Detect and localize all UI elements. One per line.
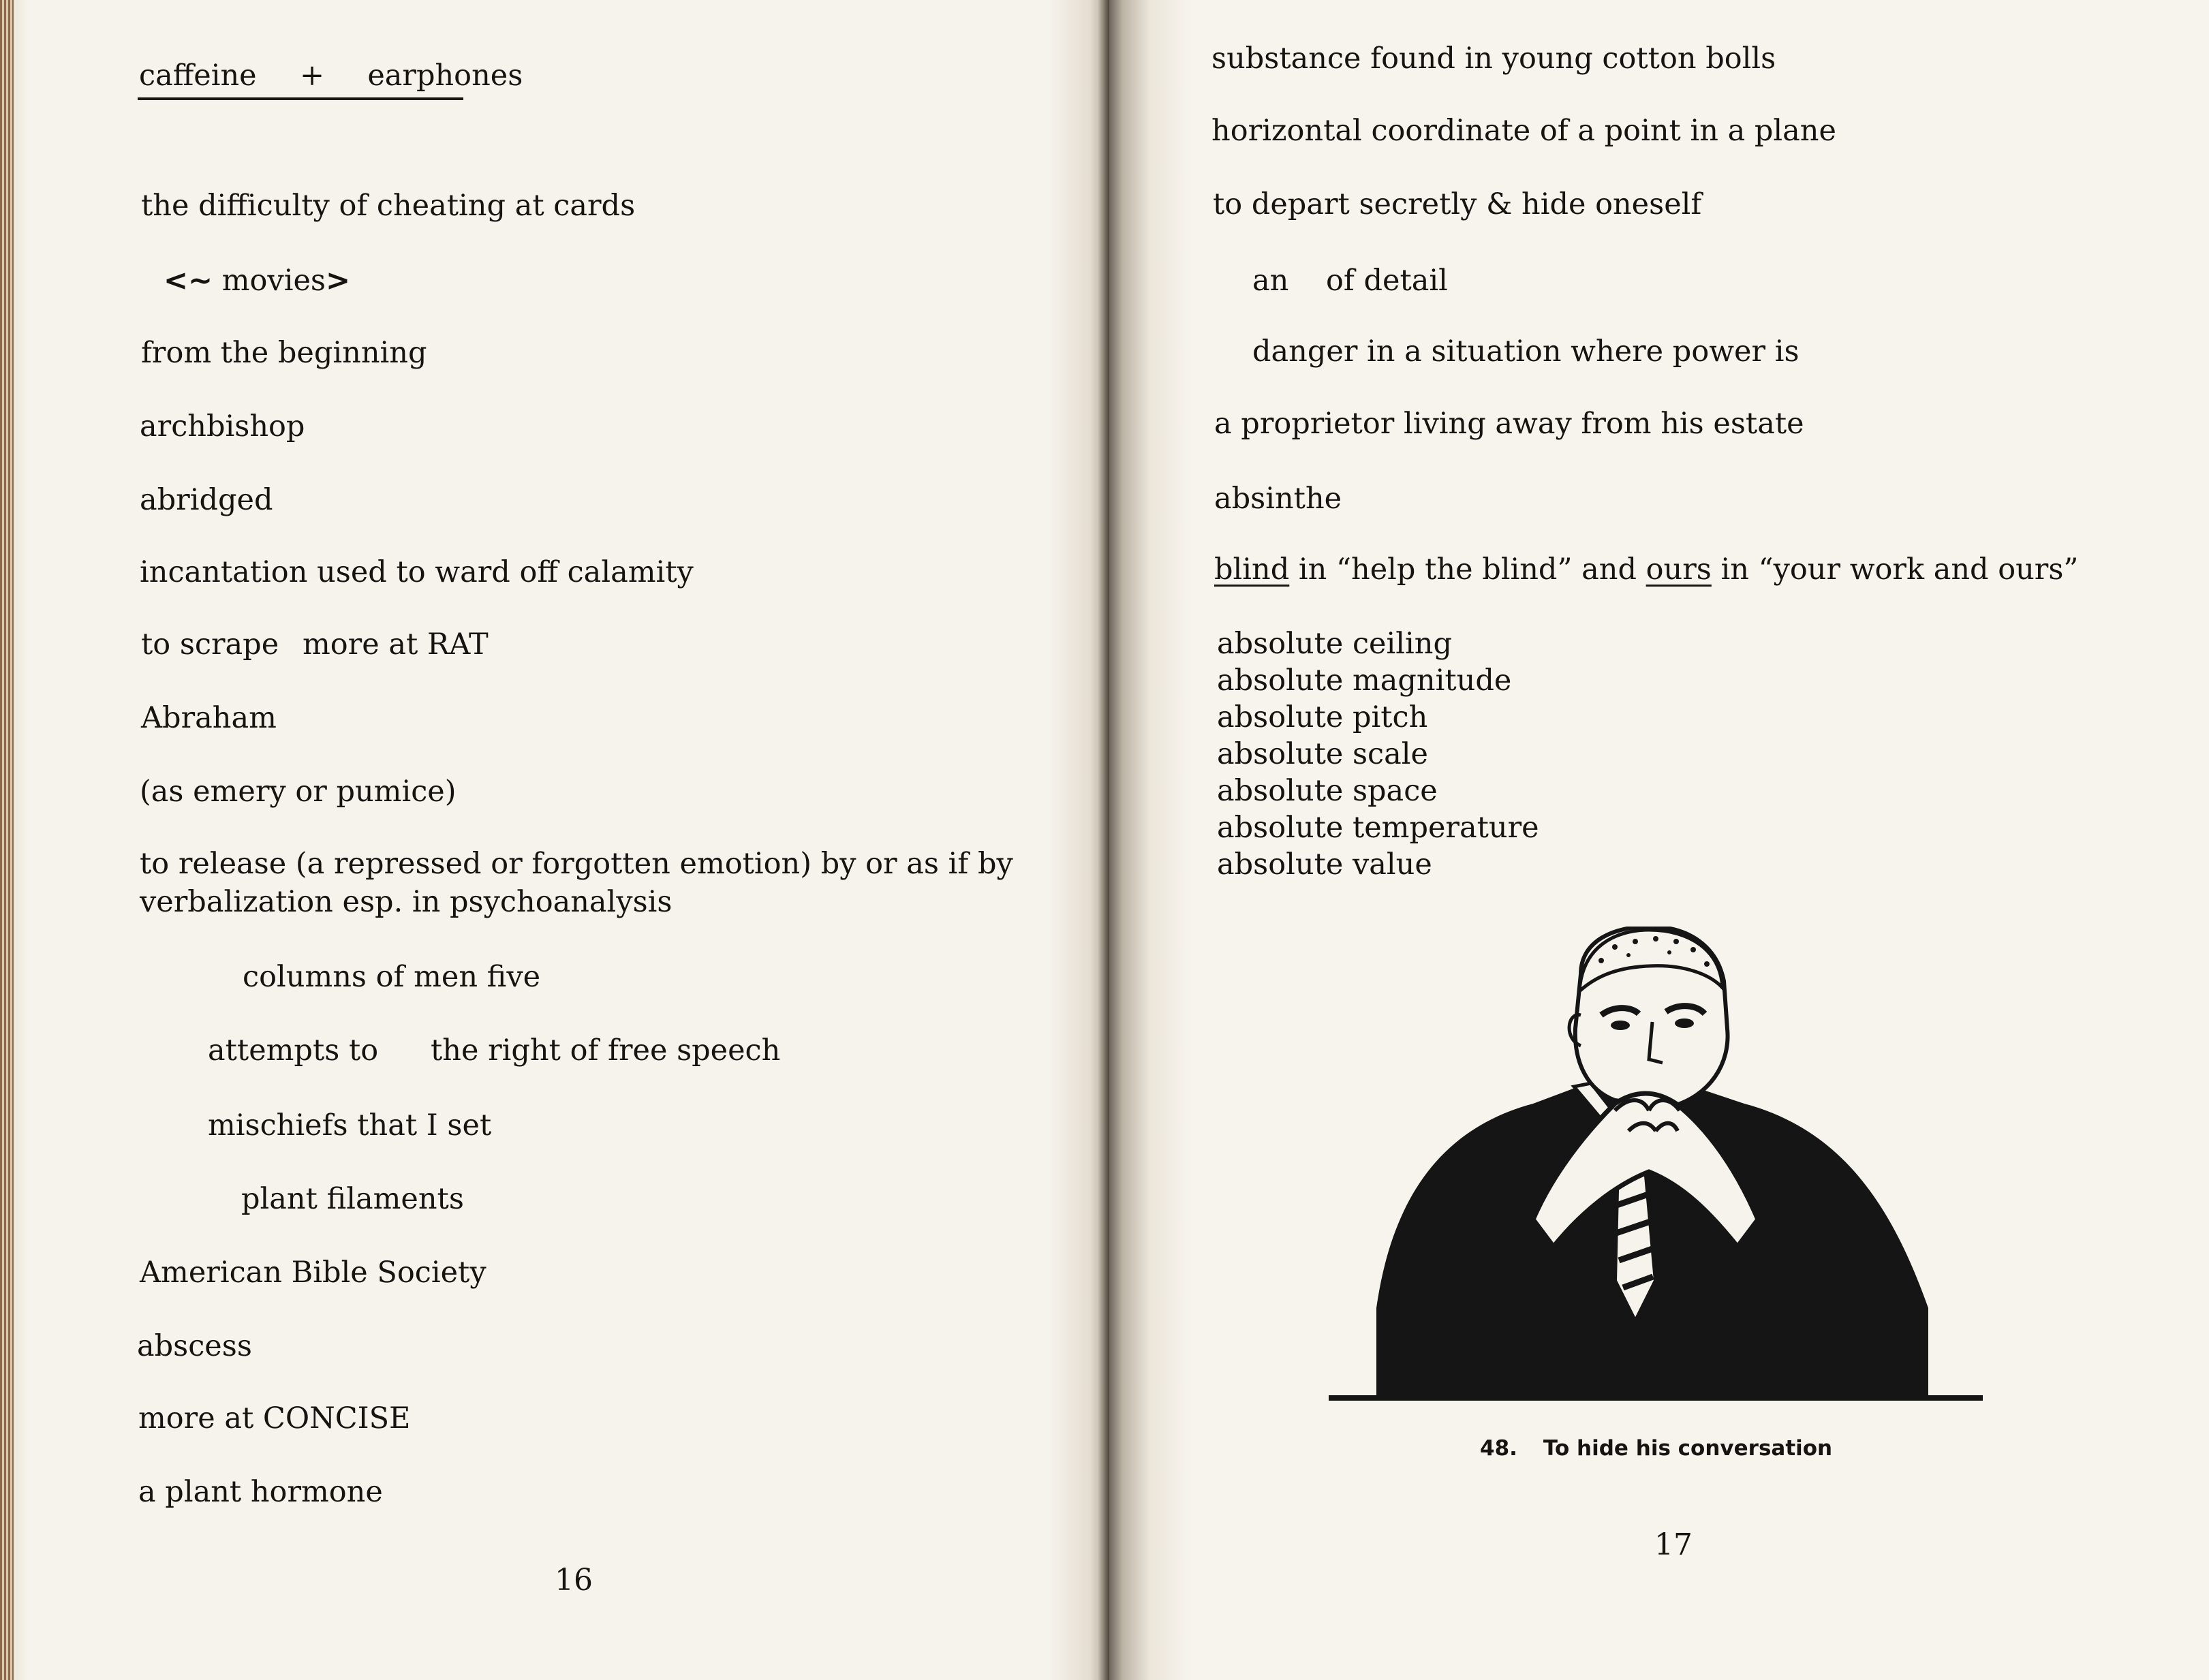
line-concise: more at CONCISE [138, 1401, 411, 1435]
line-cheating: the difficulty of cheating at cards [141, 189, 636, 223]
list-item: absolute scale [1217, 737, 1428, 771]
page-number-left: 16 [555, 1563, 593, 1598]
list-item: absolute temperature [1217, 811, 1539, 845]
line-coordinate: horizontal coordinate of a point in a plane [1211, 114, 1836, 148]
line-blind-ours [1214, 550, 2078, 589]
header-word-earphones: earphones [367, 59, 523, 93]
line-release-1: to release (a repressed or forgotten emotion) by or as if by [140, 847, 1013, 881]
line-abraham: Abraham [141, 701, 277, 735]
caption-number: 48. [1480, 1436, 1517, 1461]
header-equation [139, 59, 523, 93]
blind-text-1: in “help the blind” and [1289, 553, 1646, 587]
caption-text: To hide his conversation [1543, 1436, 1833, 1461]
blind-text-2: in “your work and ours” [1711, 553, 2079, 587]
line-proprietor: a proprietor living away from his estate [1214, 407, 1804, 441]
word-blind: blind [1214, 553, 1290, 587]
page-number-right: 17 [1654, 1527, 1693, 1562]
line-an: an [1252, 264, 1289, 298]
line-columns: columns of men five [243, 960, 541, 994]
right-arrow-icon: > [325, 264, 350, 298]
line-abscess: abscess [137, 1329, 252, 1363]
line-free-speech: the right of free speech [431, 1033, 781, 1068]
line-of-detail: of detail [1326, 264, 1448, 298]
absolute-list [1217, 625, 1539, 883]
header-word-caffeine: caffeine [139, 59, 257, 93]
line-emery: (as emery or pumice) [140, 775, 457, 809]
line-danger: danger in a situation where power is [1252, 335, 1799, 369]
line-depart: to depart secretly & hide oneself [1213, 187, 1702, 221]
line-to-scrape: to scrape [141, 627, 279, 662]
word-ours: ours [1646, 553, 1712, 587]
list-item: absolute value [1217, 847, 1432, 882]
line-cotton-bolls: substance found in young cotton bolls [1211, 42, 1776, 76]
line-abridged: abridged [140, 483, 273, 517]
header-plus: + [299, 59, 324, 93]
line-mischiefs: mischiefs that I set [208, 1108, 492, 1142]
illustration-caption [1480, 1436, 1832, 1461]
line-more-at-rat: more at RAT [303, 627, 489, 662]
line-filaments: plant filaments [241, 1182, 464, 1216]
line-attempts: attempts to [208, 1033, 379, 1068]
list-item: absolute magnitude [1217, 664, 1512, 698]
line-movies [164, 262, 350, 300]
list-item: absolute pitch [1217, 700, 1428, 734]
list-item: absolute space [1217, 774, 1438, 808]
line-archbishop: archbishop [140, 409, 305, 444]
line-bible-society: American Bible Society [140, 1256, 486, 1290]
man-thinking-illustration [1329, 927, 1983, 1417]
left-arrow-icon: <~ [164, 264, 213, 298]
line-incantation: incantation used to ward off calamity [140, 555, 694, 589]
line-hormone: a plant hormone [138, 1475, 383, 1509]
line-release-2: verbalization esp. in psychoanalysis [140, 885, 673, 919]
header-underline [138, 97, 463, 100]
line-absinthe: absinthe [1214, 482, 1342, 516]
page-edge [0, 0, 14, 1680]
line-beginning: from the beginning [141, 336, 427, 370]
list-item: absolute ceiling [1217, 627, 1452, 661]
movies-text: movies [221, 264, 326, 298]
